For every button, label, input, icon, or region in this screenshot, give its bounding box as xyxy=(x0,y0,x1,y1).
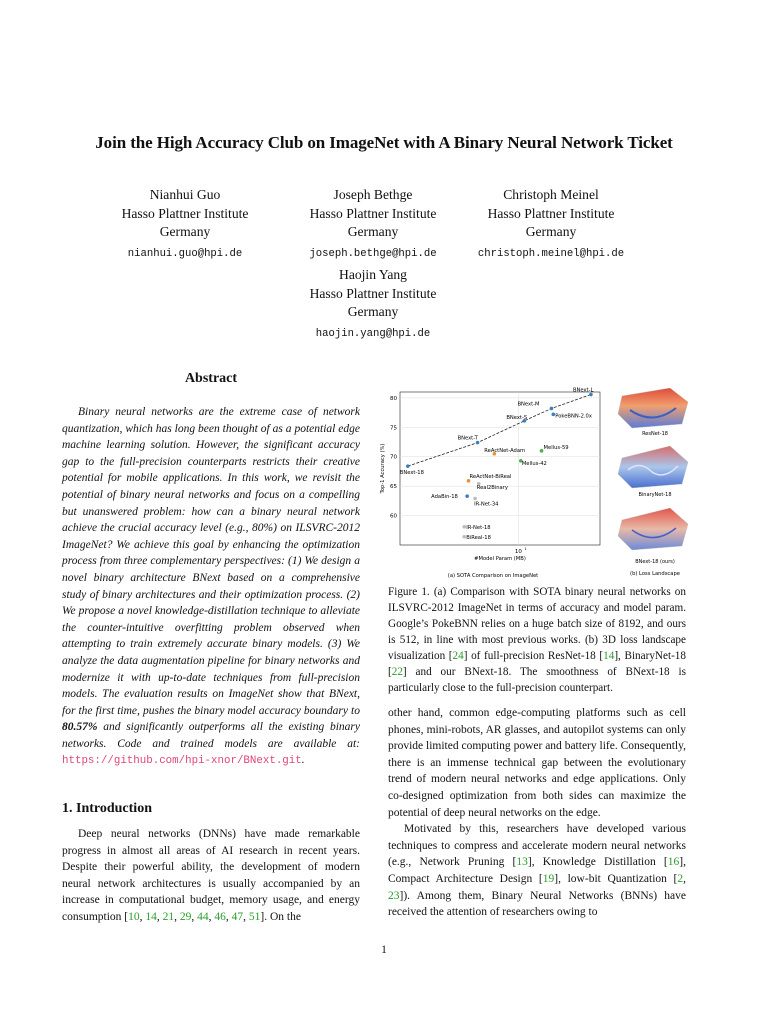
intro-right-column xyxy=(388,705,686,929)
intro-paragraph: Motivated by this, researchers have developed various techniques to compress and accelerate modern neural networks (e.g., Network Pruning [13], Knowledge Distillation [16], Compact Architecture Design [19], low-bit Quantization [2, 23]). Among them, Binary Neural Networks (BNNs) have received the attention of researchers owing to xyxy=(388,823,686,919)
intro-left-column xyxy=(62,826,360,924)
figure-1-svg xyxy=(370,380,690,580)
x-axis-label: #Model Param (MB) xyxy=(474,556,526,562)
point-label: PokeBNN-2.0x xyxy=(555,413,592,420)
author-block xyxy=(105,186,265,263)
author-country: Germany xyxy=(159,224,211,239)
paper-title: Join the High Accuracy Club on ImageNet with A Binary Neural Network Ticket xyxy=(95,133,673,152)
author-email: christoph.meinel@hpi.de xyxy=(477,247,625,260)
citation-link[interactable]: 23 xyxy=(388,889,400,902)
y-tick-label: 80 xyxy=(390,395,397,402)
code-link[interactable]: https://github.com/hpi-xnor/BNext.git xyxy=(62,755,302,768)
citation-link[interactable]: 22 xyxy=(391,666,403,678)
y-tick-label: 65 xyxy=(390,484,397,491)
author-block xyxy=(283,186,463,263)
landscape-label: BinaryNet-18 xyxy=(638,492,672,498)
figure-caption: Figure 1. (a) Comparison with SOTA binary neural networks on ILSVRC-2012 ImageNet in terms of accuracy and model param. Google’s PokeBNN relies on a huge batch size of 8192, and ours is 512, in line with most previous works. (b) 3D loss landscape visualization [24] of full-precision ResNet-18 [14], BinaryNet-18 [22] and our BNext-18. The smoothness of BNext-18 is particularly close to the full-precision counterpart. xyxy=(388,586,686,694)
citation-link[interactable]: 44 xyxy=(197,910,209,923)
citation-link[interactable]: 14 xyxy=(603,650,615,662)
point-label: Mellus-59 xyxy=(543,444,569,451)
author-country: Germany xyxy=(347,224,399,239)
point-label: BNext-M xyxy=(517,401,540,408)
point-label: BNext-L xyxy=(572,387,594,394)
data-point xyxy=(406,464,410,468)
author-block xyxy=(293,266,453,343)
landscape-label: BNext-18 (ours) xyxy=(635,559,675,565)
abstract-text: Binary neural networks are the extreme case of network quantization, which has long been thought of as a potential edge machine learning solution. However, the significant accuracy gap to the full-precision counterparts restricts their creative potential for mobile applications. In this work, we revisit the potential of binary neural networks and focus on a compelling but unanswered problem: how can a binary neural network achieve the crucial accuracy level (e.g., 80%) on ILSVRC-2012 ImageNet? We achieve this goal by enhancing the optimization process from three complementary perspectives: (1) We design a novel binary architecture BNext based on a comprehensive study of binary architectures and their optimization process. (2) We propose a novel knowledge-distillation technique to alleviate the counter-intuitive overfitting problem observed when attempting to train extremely accurate binary models. (3) We analyze the data augmentation pipeline for binary networks and modernize it with up-to-date techniques from full-precision models. The evaluation results on ImageNet show that BNext, for the first time, pushes the binary model accuracy boundary to 80.57% and significantly outperforms all the existing binary networks. Code and trained models are available at: https://github.com/hpi-xnor/BNext.git. xyxy=(62,406,360,768)
citation-link[interactable]: 19 xyxy=(542,872,555,885)
point-label: ReActNet-BiReal xyxy=(469,473,512,480)
citation-link[interactable]: 46 xyxy=(214,910,226,923)
citation-link[interactable]: 51 xyxy=(248,910,261,923)
author-email: nianhui.guo@hpi.de xyxy=(127,247,243,260)
citation-link[interactable]: 13 xyxy=(516,856,528,869)
author-affiliation: Hasso Plattner Institute xyxy=(487,205,615,221)
author-email: haojin.yang@hpi.de xyxy=(315,327,431,340)
y-axis-label: Top-1 Accuracy (%) xyxy=(380,443,386,494)
intro-paragraph: Deep neural networks (DNNs) have made remarkable progress in almost all areas of AI research in recent years. Despite their powerful ability, the development of modern neural network architectures is usually accompanied by an increase in computational budget, memory usage, and energy consumption [10, 14, 21, 29, 44, 46, 47, 51]. On the xyxy=(62,828,360,923)
data-point xyxy=(550,407,554,411)
citation-link[interactable]: 24 xyxy=(452,650,464,662)
citation-link[interactable]: 16 xyxy=(667,856,680,869)
data-point xyxy=(465,494,469,498)
y-tick-label: 60 xyxy=(390,513,397,520)
subfigure-a-caption: (a) SOTA Comparison on ImageNet xyxy=(447,573,539,579)
citation-link[interactable]: 2 xyxy=(677,872,684,885)
author-name: Haojin Yang xyxy=(339,267,407,282)
intro-right-column-content xyxy=(388,705,686,921)
citation-link[interactable]: 14 xyxy=(145,910,157,923)
citation-link[interactable]: 47 xyxy=(231,910,244,923)
subfigure-b-caption: (b) Loss Landscape xyxy=(630,571,680,577)
y-tick-label: 70 xyxy=(390,454,397,461)
point-label: IR-Net-34 xyxy=(474,501,499,508)
abstract-accuracy-highlight: 80.57% xyxy=(62,721,98,734)
figure-1 xyxy=(370,380,690,580)
citation-link[interactable]: 10 xyxy=(128,910,140,923)
x-tick-label: 10 xyxy=(514,549,522,555)
landscape-label: ResNet-18 xyxy=(642,431,668,437)
intro-paragraph-continued: other hand, common edge-computing platforms such as cell phones, mini-robots, AR glasses, and autopilot systems can only provide limited computing power and battery life. Consequently, there is an immense technical gap between the evolutionary trend of modern neural networks and edge applications. Only co-designed optimization from both sides can maximize the potential of deep neural networks on the edge. xyxy=(388,707,686,819)
y-tick-label: 75 xyxy=(390,425,397,432)
citation-link[interactable]: 21 xyxy=(162,910,175,923)
point-label: BiReal-18 xyxy=(466,534,491,541)
point-label: ReActNet-Adam xyxy=(484,447,526,454)
point-label: IR-Net-18 xyxy=(466,524,491,531)
author-name: Joseph Bethge xyxy=(333,187,413,202)
author-affiliation: Hasso Plattner Institute xyxy=(121,205,249,221)
point-label: Real2Binary xyxy=(476,484,508,491)
point-label: AdaBin-18 xyxy=(431,494,458,501)
point-label: BNext-S xyxy=(506,414,528,421)
author-country: Germany xyxy=(525,224,577,239)
sota-comparison-chart xyxy=(380,388,600,562)
point-label: BNext-T xyxy=(457,435,478,442)
author-email: joseph.bethge@hpi.de xyxy=(309,247,437,260)
citation-link[interactable]: 29 xyxy=(179,910,192,923)
point-label: Mellus-42 xyxy=(521,460,547,467)
author-affiliation: Hasso Plattner Institute xyxy=(309,285,437,301)
abstract-heading: Abstract xyxy=(184,371,238,386)
loss-landscape-resnet18 xyxy=(618,388,688,437)
loss-landscape-bnext18 xyxy=(618,508,688,565)
section-heading-introduction: 1. Introduction xyxy=(62,801,152,816)
page-number: 1 xyxy=(381,944,387,956)
data-point xyxy=(473,497,477,501)
author-affiliation: Hasso Plattner Institute xyxy=(309,205,437,221)
author-block xyxy=(466,186,636,263)
loss-landscape-binarynet18 xyxy=(618,446,688,498)
x-tick-exponent: 1 xyxy=(524,546,527,551)
point-label: BNext-18 xyxy=(399,470,424,477)
author-name: Christoph Meinel xyxy=(503,187,599,202)
author-country: Germany xyxy=(347,304,399,319)
author-name: Nianhui Guo xyxy=(149,187,221,202)
